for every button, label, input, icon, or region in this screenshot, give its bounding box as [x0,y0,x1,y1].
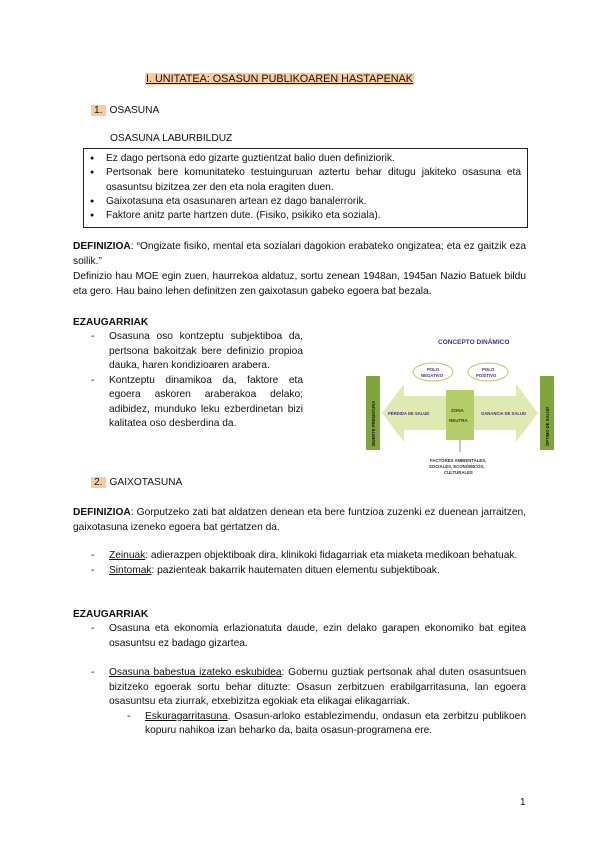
factors-line-3: CULTURALES [444,470,473,475]
page-title: I. UNITATEA: OSASUN PUBLIKOAREN HASTAPENAK [146,73,413,85]
summary-item: ● Faktore anitz parte hartzen dute. (Fisiko, psikiko eta soziala). [84,209,521,223]
polo-positivo-label-2: POSITIVO [476,373,497,378]
section-2-number: 2. [91,477,106,488]
summary-item: ● Ez dago pertsona edo gizarte guztientzat balio duen definiziorik. [84,152,521,166]
right-text: : Gobernu guztiak pertsonak ahal duten osasuntsuen bizitzeko egoerak sortu behar dituzte: Osasun zerbitzuen erabilgarritasuna, lan egoera osasuntsu eta ziurrak, etxebizitza egokiak eta elikagai elikagarriak. [109,667,526,707]
neutral-zone-label-2: NEUTRA [449,418,468,423]
section-1-number: 1. [91,105,106,116]
section-1-heading [91,104,159,119]
right-bar-label: ÓPTIMO DE SALUD [545,406,550,446]
signs-list [91,549,526,578]
left-bar-label: MUERTE PREMATURA [371,400,376,446]
polo-positivo-bubble [468,363,508,381]
definition-text: : “Ongizate fisiko, mental eta sozialari dagokion erabateko ongizatea; eta ez gaitzik eza soilik.” [73,241,526,267]
neutral-zone [446,390,474,440]
page-number: 1 [520,797,526,808]
definition-1-followup: Definizio hau MOE egin zuen, haurrekoa aldatuz, sortu zenean 1948an, 1945an Nazio Batuek bildu eta gero. Hau baino lehen definitzen zen gaixotasun gabeko egoera bat bezala. [73,271,526,297]
definition-2 [73,506,526,535]
list-item: - Osasuna eta ekonomia erlazionatuta daude, ezin delako garapen ekonomiko bat egitea osasuntsu ez badago gizartea. [91,622,526,651]
factors-line-1: FACTORES AMBIENTALES, [430,458,487,463]
concepto-dinamico-diagram [366,334,554,482]
polo-negativo-bubble [413,363,453,381]
perdida-label: PÉRDIDA DE SALUD [388,411,430,416]
features-1-list [91,330,303,432]
list-item [91,549,526,564]
diagram-title: CONCEPTO DINÁMICO [438,339,510,346]
polo-negativo-label-1: POLO [427,367,440,372]
definition-label: DEFINIZIOA [73,241,131,252]
features-2-heading: EZAUGARRIAK [73,609,149,620]
features-1-heading: EZAUGARRIAK [73,317,149,328]
summary-heading: OSASUNA LABURBILDUZ [110,133,233,144]
neutral-zone-label-1: ZONA [451,408,464,413]
ganancia-label: GANANCIA DE SALUD [481,411,526,416]
sign-term: Sintomak [109,564,152,576]
sub-term: Eskuragarritasuna [145,710,228,722]
sign-text: : pazienteak bakarrik hautematen dituen elementu subjektiboak. [151,564,440,576]
sign-text: : adierazpen objektiboak dira, klinikoki fidagarriak eta miaketa medikoan behatuak. [145,550,518,561]
section-2-label: GAIXOTASUNA [109,477,183,488]
right-term: Osasuna babestua izateko eskubidea [109,667,282,678]
section-2-heading [91,476,182,491]
list-item: - Osasuna oso kontzeptu subjektiboa da, pertsona bakoitzak bere definizio propioa dauka, haren kondizioaren arabera. [91,330,303,374]
summary-item: ● Gaixotasuna eta osasunaren artean ez dago banalerrorik. [84,195,521,209]
list-item [91,666,526,710]
polo-negativo-label-2: NEGATIVO [421,373,444,378]
factors-line-2: SOCIALES, ECONÓMICOS, [429,464,485,469]
features-2-list [91,622,526,739]
list-item [91,564,526,579]
summary-box [83,148,528,228]
definition-1 [73,240,526,269]
section-1-label: OSASUNA [109,105,160,116]
sub-list-item [127,710,526,739]
sub-text: . Osasun-arloko establezimendu, ondasun eta zerbitzu publikoen kopuru nahikoa izan beharko da, baita osasun-programena ere. [145,710,526,736]
polo-positivo-label-1: POLO [482,367,495,372]
summary-item: ● Pertsonak bere komunitateko testuinguruan aztertu behar ditugu jakiteko osasuna eta osasuntsu bizitzea zer den eta nola eragiten duen. [84,166,521,195]
definition-text: : Gorputzeko zati bat aldatzen denean eta bere funtzioa zuzenki ez duenean jarraitzen, gaixotasuna izeneko egoera bat gertatzen da. [73,507,526,533]
list-item: - Kontzeptu dinamikoa da, faktore eta egoera askoren araberakoa delako; adibidez, munduko leku ezberdinetan bizi kalitatea oso desberdina da. [91,374,303,432]
sign-term: Zeinuak [109,550,146,561]
definition-label: DEFINIZIOA [73,507,131,518]
